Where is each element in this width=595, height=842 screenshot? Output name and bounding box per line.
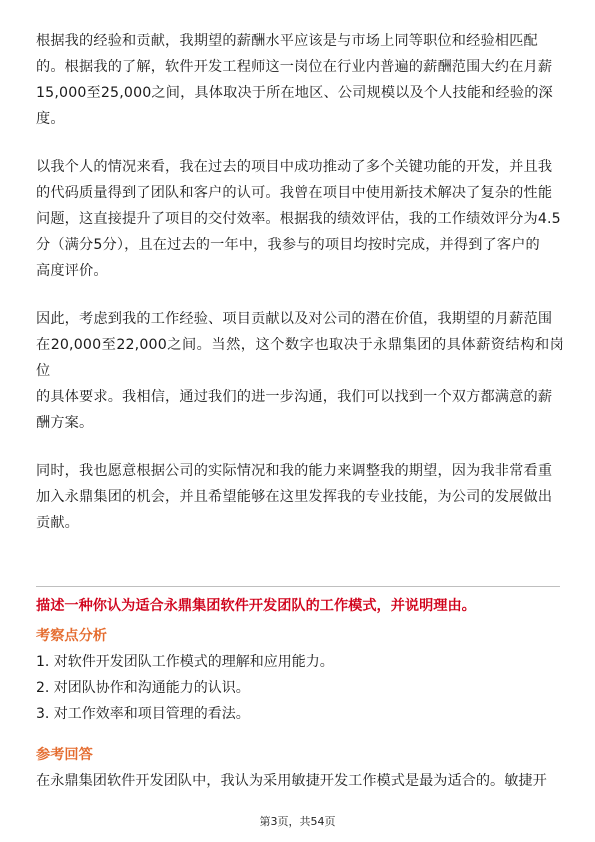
paragraph-salary-expectation bbox=[36, 28, 564, 132]
text-line: 贡献。 bbox=[36, 515, 80, 531]
text-line: 的。根据我的了解，软件开发工程师这一岗位在行业内普遍的薪酬范围大约在月薪 bbox=[36, 59, 553, 75]
text-line: 问题，这直接提升了项目的交付效率。根据我的绩效评估，我的工作绩效评分为4.5 bbox=[36, 211, 561, 227]
text-line: 高度评价。 bbox=[36, 263, 108, 279]
analysis-list bbox=[36, 652, 564, 730]
text-line: 根据我的经验和贡献，我期望的薪酬水平应该是与市场上同等职位和经验相匹配 bbox=[36, 33, 538, 49]
text-line: 的代码质量得到了团队和客户的认可。我曾在项目中使用新技术解决了复杂的性能 bbox=[36, 185, 553, 201]
paragraph-flexibility bbox=[36, 458, 564, 536]
list-item: 3. 对工作效率和项目管理的看法。 bbox=[36, 706, 250, 722]
question-title: 描述一种你认为适合永鼎集团软件开发团队的工作模式，并说明理由。 bbox=[36, 598, 476, 614]
analysis-heading: 考察点分析 bbox=[36, 628, 107, 644]
text-line: 同时，我也愿意根据公司的实际情况和我的能力来调整我的期望，因为我非常看重 bbox=[36, 463, 553, 479]
section-divider bbox=[36, 586, 560, 587]
reference-answer-text: 在永鼎集团软件开发团队中，我认为采用敏捷开发工作模式是最为适合的。敏捷开 bbox=[36, 773, 547, 789]
page-number: 第3页，共54页 bbox=[259, 815, 336, 828]
list-item: 2. 对团队协作和沟通能力的认识。 bbox=[36, 680, 250, 696]
paragraph-personal-situation bbox=[36, 154, 564, 284]
text-line: 加入永鼎集团的机会，并且希望能够在这里发挥我的专业技能，为公司的发展做出 bbox=[36, 489, 553, 505]
text-line: 15,000至25,000之间，具体取决于所在地区、公司规模以及个人技能和经验的深 bbox=[36, 85, 553, 101]
paragraph-conclusion bbox=[36, 306, 564, 436]
text-line: 以我个人的情况来看，我在过去的项目中成功推动了多个关键功能的开发，并且我 bbox=[36, 159, 553, 175]
list-item: 1. 对软件开发团队工作模式的理解和应用能力。 bbox=[36, 654, 334, 670]
text-line: 酬方案。 bbox=[36, 415, 94, 431]
text-line: 在20,000至22,000之间。当然，这个数字也取决于永鼎集团的具体薪资结构和岗位 bbox=[36, 337, 564, 379]
answer-body bbox=[36, 28, 564, 536]
text-line: 因此，考虑到我的工作经验、项目贡献以及对公司的潜在价值，我期望的月薪范围 bbox=[36, 311, 553, 327]
reference-heading: 参考回答 bbox=[36, 747, 93, 763]
text-line: 的具体要求。我相信，通过我们的进一步沟通，我们可以找到一个双方都满意的薪 bbox=[36, 389, 553, 405]
text-line: 度。 bbox=[36, 111, 65, 127]
text-line: 分（满分5分），且在过去的一年中，我参与的项目均按时完成，并得到了客户的 bbox=[36, 237, 540, 253]
